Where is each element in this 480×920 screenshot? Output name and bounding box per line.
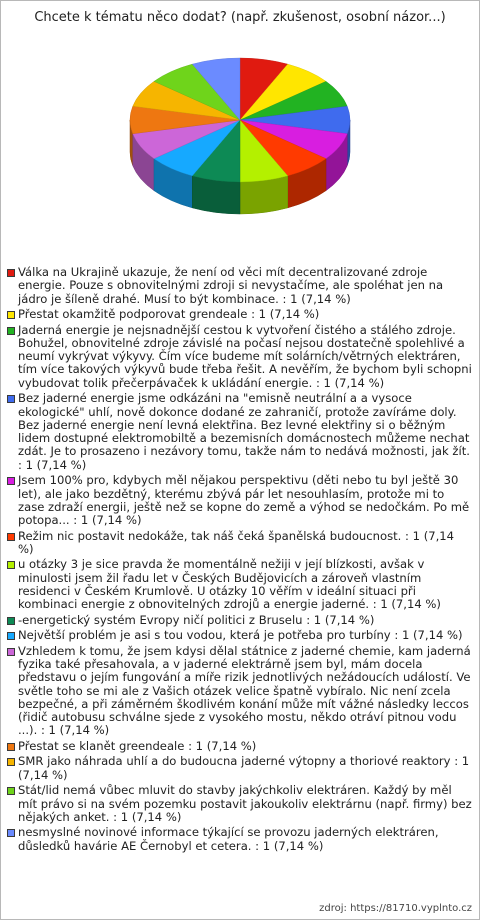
legend-item [7,755,473,782]
legend-swatch [7,311,15,319]
legend-swatch [7,395,15,403]
legend-label: Režim nic postavit nedokáže, tak náš čeká španělská budoucnost. : 1 (7,14 %) [18,528,455,556]
legend-item [7,324,473,390]
chart-title: Chcete k tématu něco dodat? (např. zkušenost, osobní názor...) [34,10,446,25]
legend-swatch [7,829,15,837]
legend [7,266,473,855]
legend-item [7,392,473,472]
legend-item [7,266,473,306]
legend-swatch [7,533,15,541]
legend-item [7,740,473,753]
legend-item [7,530,473,557]
legend-label: nesmyslné novinové informace týkající se provozu jaderných elektráren, důsledků havárie AE Černobyl et cetera. : 1 (7,14 %) [18,825,439,853]
legend-swatch [7,477,15,485]
legend-item [7,308,473,321]
legend-item [7,784,473,824]
legend-label: SMR jako náhrada uhlí a do budoucna jaderné výtopny a thoriové reaktory : 1 (7,14 %) [18,754,470,782]
source-note: zdroj: https://81710.vyplnto.cz [319,903,472,914]
legend-item [7,645,473,738]
legend-label: Největší problém je asi s tou vodou, která je potřeba pro turbíny : 1 (7,14 %) [18,628,463,643]
legend-swatch [7,743,15,751]
legend-item [7,629,473,642]
legend-swatch [7,561,15,569]
pie-chart [0,38,480,258]
legend-label: Válka na Ukrajině ukazuje, že není od věci mít decentralizované zdroje energie. Pouze s obnovitelnými zdroji si nevystačíme, ale spoléhat jen na jádro je šíleně drahé. Musí to být kombinace. : 1 (7,14 %) [18,265,444,306]
legend-label: Vzhledem k tomu, že jsem kdysi dělal státnice z jaderné chemie, kam jaderná fyzika také přesahovala, a v jaderné elektrárně jsem byl, mám docela představu o jejím fungování a míře rizik jednotlivých nežádoucích událostí. Ve světle toho se mi ale z Vašich otázek velice špatně vybíralo. Nic není zcela bezpečné, a při záměrném škodlivém konání může mít vážné následky leccos (řidič autobusu schválne sjede z vysokého mostu, někdo otráví pitnou vodu ...). : 1 (7,14 %) [18,643,471,738]
legend-swatch [7,758,15,766]
legend-label: -energetický systém Evropy ničí politici z Bruselu : 1 (7,14 %) [18,612,375,627]
legend-swatch [7,327,15,335]
legend-item [7,826,473,853]
legend-swatch [7,269,15,277]
legend-label: u otázky 3 je sice pravda že momentálně nežiji v její blízkosti, avšak v minulosti jsem žil řadu let v Českých Budějovicích a zároveň vlastním residenci v Českém Krumlově. U otázky 10 věřím v ideální situaci při kombinaci energie z obnovitelných zdrojů a energie jaderné. : 1 (7,14 %) [18,557,441,612]
legend-label: Přestat se klanět greendeale : 1 (7,14 %) [18,738,257,753]
legend-item [7,558,473,611]
legend-item [7,474,473,527]
legend-label: Jsem 100% pro, kdybych měl nějakou perspektivu (děti nebo tu byl ještě 30 let), ale jako bezdětný, kterému zbývá pár let nesouhlasím, protože mi to zase zdraží energii, ještě než se kopne do země a výhod se nedočkám. Po mě potopa... : 1 (7,14 %) [18,473,470,528]
legend-swatch [7,787,15,795]
legend-label: Jaderná energie je nejsnadnější cestou k vytvoření čistého a stálého zdroje. Bohužel, obnovitelné zdroje závislé na počasí nejsou dostatečně spolehlivé a neumí vykrývat výkyvy. Čím více budeme mít solárních/větrných elektráren, tím více takových výkyvů bude třeba řešit. A nevěřím, že bychom byli schopni vybudovat tolik přečerpávaček k ukládání energie. : 1 (7,14 %) [18,322,472,390]
legend-label: Přestat okamžitě podporovat grendeale : 1 (7,14 %) [18,307,320,322]
legend-item [7,614,473,627]
legend-swatch [7,632,15,640]
legend-label: Stát/lid nemá vůbec mluvit do stavby jakýchkoliv elektráren. Každý by měl mít právo si na svém pozemku postavit jakoukoliv elektrárnu (např. firmy) bez nějakých anket. : 1 (7,14 %) [18,783,472,824]
legend-swatch [7,617,15,625]
legend-label: Bez jaderné energie jsme odkázáni na "emisně neutrální a a vysoce ekologické" uhlí, nově dokonce dodané ze zahraničí, protože zavíráme doly. Bez jaderné energie není levná elektřina. Bez levné elektřiny si o běžným lidem dostupné elektromobiltě a bezemisních domácnostech můžeme nechat zdát. Je to prosazeno i nezávory tomu, takže nám to nedává možnosti, jak žít. : 1 (7,14 %) [18,391,470,472]
legend-swatch [7,648,15,656]
